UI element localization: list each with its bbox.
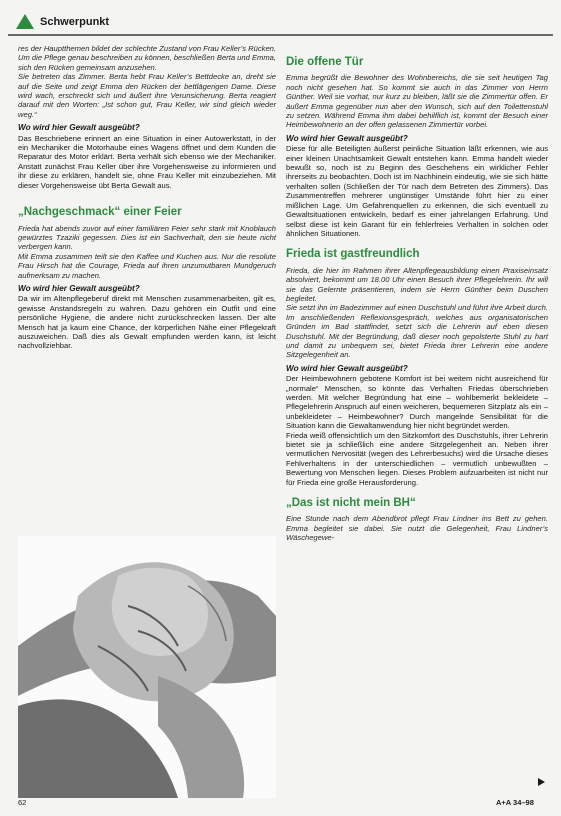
story-paragraph: Eine Stunde nach dem Abendbrot pflegt Frau Lindner ins Bett zu gehen. Emma begleitet sie dabei. Sie nutzt die Gelegenheit, Frau Lindner’s Wäschegewe- bbox=[286, 514, 548, 543]
section-heading: „Nachgeschmack“ einer Feier bbox=[18, 206, 182, 219]
story-paragraph: Frieda hat abends zuvor auf einer familiären Feier sehr stark mit Knoblauch gewürztes Tzaziki gegessen. Dies ist ein Sachverhalt, den sie heute nicht verbergen kann. bbox=[18, 223, 276, 252]
answer-paragraph: Diese für alle Beteiligten äußerst peinliche Situation läßt erkennen, wie aus einer kleinen Unachtsamkeit Gewalt entstehen kann. Emma handelt wieder bewußt so, noch ist zu Beginn des Geschehens ein wirklicher Fehler ihrerseits zu beobachten. Doch ist im Nachhinein eindeutig, wie sie sich hätte verhalten sollen (Schließen der Tür nach dem Betreten des Zimmers). Das Zusammentreffen mehrerer ungünstiger Umstände führt hier zu einer mißlichen Lage. Um Gefahrenquellen zu erkennen, die sich eventuell zu Gewaltsituationen entwickeln, bedarf es einer jahrelangen Erfahrung. Und selbst diese ist kein Garant für ein fehlerfreies Verhalten in solchen oder ähnlichen Situationen. bbox=[286, 144, 548, 238]
header-rule bbox=[8, 34, 553, 36]
section-heading: „Das ist nicht mein BH“ bbox=[286, 497, 416, 510]
question-heading: Wo wird hier Gewalt ausgeübt? bbox=[286, 363, 408, 373]
handshake-photo bbox=[18, 536, 276, 798]
intro-paragraph: res der Hauptthemen bildet der schlechte Zustand von Frau Keller’s Rücken. Um die Pflege genau beschreiben zu können, beschließen Berta und Emma, sich den Rücken gemeinsam anzusehen. bbox=[18, 44, 276, 72]
question-heading: Wo wird hier Gewalt ausgeübt? bbox=[286, 133, 408, 143]
section-title: Schwerpunkt bbox=[40, 16, 110, 28]
answer-paragraph: Das Beschriebene erinnert an eine Situation in einer Autowerkstatt, in der ein Mechaniker die Motorhaube eines Wagens öffnet und dem Kunden die Reparatur des Motor erklärt. Berta verhält sich ebenso wie der Mechaniker. Anstatt zunächst Frau Keller über ihre Vorgehensweise zu informieren und ihr diese zu erklären, handelt sie, ohne Frau Keller mit einzubeziehen. Mit dieser Vorgehensweise übt Berta Gewalt aus. bbox=[18, 133, 276, 190]
right-column bbox=[286, 44, 548, 543]
answer-paragraph: Da wir im Altenpflegeberuf direkt mit Menschen zusammenarbeiten, gilt es, gewisse Anstandsregeln zu wahren. Dazu gehören ein Outfit und eine persönliche Hygiene, die andere nicht zurückschrecken lassen. Der alte Mensch hat ja kaum eine Chance, der körperlichen Nähe einer Pflegekraft auszuweichen. Daß dies als Gewalt empfunden werden kann, ist leicht nachvollziehbar. bbox=[18, 294, 276, 351]
continue-arrow-icon bbox=[538, 778, 545, 786]
handshake-image bbox=[18, 536, 276, 798]
section-heading: Die offene Tür bbox=[286, 56, 364, 68]
story-paragraph: Frieda, die hier im Rahmen ihrer Altenpflegeausbildung einen Praxiseinsatz absolviert, bekommt um 18.00 Uhr einen Besuch ihrer Pflegelehrerin. Ihr will sie das Gelernte präsentieren, indem sie Herrn Günther beim Duschen begleitet. bbox=[286, 265, 548, 303]
story-paragraph: Emma begrüßt die Bewohner des Wohnbereichs, die sie seit heutigen Tag noch nicht gesehen hat. So kommt sie auch in das Zimmer von Herrn Günther. Weil sie vorhat, nur kurz zu bleiben, läßt sie die Zimmertür offen. Er äußert Emma gegenüber nun aber den Wunsch, sich auf den Toilettenstuhl zu setzen. Während Emma ihm dabei behilflich ist, kommt der Besuch einer Heimbewohnerin an der offen gelassenen Zimmertür vorbei. bbox=[286, 73, 548, 130]
page-header bbox=[8, 6, 553, 34]
answer-paragraph-2: Frieda weiß offensichtlich um den Sitzkomfort des Duschstuhls, ihrer Lehrerin bietet sie ja schließlich eine andere Sitzgelegenheit an. Neben ihrer vermutlichen Nervosität (wegen des Lehrerbesuchs) wird die Ursache dieses Fehlverhaltens in der unterschiedlichen – vermutlich unbewußten – Bewertung von Menschen liegen. Dieses Problem aufzuarbeiten ist nicht nur für Frieda eine große Herausforderung. bbox=[286, 430, 548, 487]
section-heading: Frieda ist gastfreundlich bbox=[286, 248, 420, 261]
question-heading: Wo wird hier Gewalt ausgeübt? bbox=[18, 123, 140, 133]
intro-paragraph-2: Sie betreten das Zimmer. Berta hebt Frau Keller’s Bettdecke an, dreht sie auf die Seite und zeigt Emma den Rücken der bettlägerigen Dame. Diese wird wach, erschreckt sich und äußert ihre Verunsicherung. Berta reagiert darauf mit den Worten: „Ist schon gut, Frau Keller, wir sind gleich wieder weg.“ bbox=[18, 72, 276, 119]
issue-label: A+A 34–98 bbox=[496, 798, 534, 807]
answer-paragraph: Der Heimbewohnern gebotene Komfort ist bei weitem nicht ausreichend für „normale“ Menschen, so könnte das Verhalten Friedas überschrieben werden. Mit welcher Begründung hat eine – wohlbemerkt bekleidete – Pflegelehrerin Anspruch auf einen weicheren, bequemeren Sitzplatz als ein – unbekleideter – Heimbewohner? Durch mangelnde Sensibilität für die Situation kann die Gewaltanwendung hier nicht begründet werden. bbox=[286, 374, 548, 431]
story-paragraph-2: Mit Emma zusammen teilt sie den Kaffee und Kuchen aus. Nur die resolute Frau Hirsch hat die Courage, Frieda auf ihren unzumutbaren Mundgeruch aufmerksam zu machen. bbox=[18, 251, 276, 280]
section-triangle-icon bbox=[16, 14, 34, 29]
left-column bbox=[18, 44, 276, 351]
story-paragraph-2: Sie setzt ihn im Badezimmer auf einen Duschstuhl und führt ihre Arbeit durch. Im anschließenden Reflexionsgespräch, welches aus organisatorischen Gründen im Bad stattfindet, setzt sich die Lehrerin auf eben diesen Duschstuhl. Mit der Begründung, daß dieser noch gepolsterte Stuhl zu hart und damit zu unbequem sei, bietet Frieda ihrer Lehrerin eine andere Sitzgelegenheit an. bbox=[286, 303, 548, 360]
question-heading: Wo wird hier Gewalt ausgeübt? bbox=[18, 283, 140, 293]
page-number: 62 bbox=[18, 798, 27, 807]
